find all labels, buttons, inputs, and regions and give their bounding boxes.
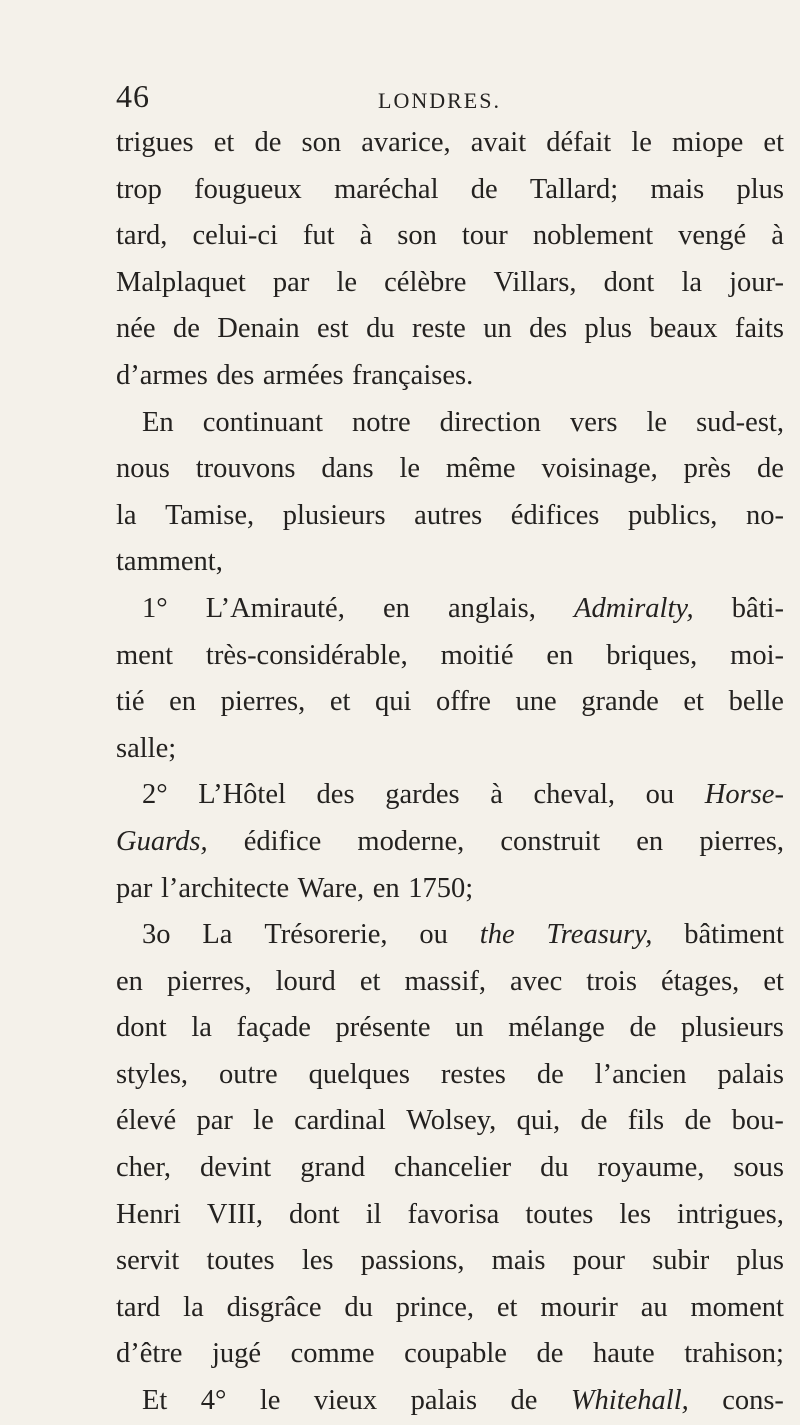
text-line: trigues et de son avarice, avait défait le miope et <box>116 127 784 158</box>
text-line: 3o La Trésorerie, ou the Treasury, bâtiment <box>142 919 784 951</box>
text-line: ment très-considérable, moitié en briques, moi- <box>116 639 784 671</box>
body-text <box>116 120 784 1425</box>
text-line: par l’architecte Ware, en 1750; <box>116 872 474 904</box>
text-line: En continuant notre direction vers le sud-est, <box>142 406 784 438</box>
running-head: LONDRES. <box>378 88 501 113</box>
text-line: Malplaquet par le célèbre Villars, dont la jour- <box>116 266 784 298</box>
text-line: cher, devint grand chancelier du royaume, sous <box>116 1152 784 1184</box>
text-line: styles, outre quelques restes de l’ancien palais <box>116 1058 784 1090</box>
text-line: 1° L’Amirauté, en anglais, Admiralty, bâti- <box>142 592 784 624</box>
text-line: nous trouvons dans le même voisinage, près de <box>116 453 784 485</box>
text-line: née de Denain est du reste un des plus beaux faits <box>116 313 784 345</box>
text-line: Henri VIII, dont il favorisa toutes les intrigues, <box>116 1198 784 1230</box>
text-line: élevé par le cardinal Wolsey, qui, de fils de bou- <box>116 1105 784 1137</box>
text-line: servit toutes les passions, mais pour subir plus <box>116 1245 784 1277</box>
text-line: tard, celui-ci fut à son tour noblement vengé à <box>116 220 784 252</box>
text-line: trop fougueux maréchal de Tallard; mais plus <box>116 173 784 205</box>
text-line: d’armes des armées françaises. <box>116 359 474 391</box>
page-number: 46 <box>116 78 150 114</box>
text-line: salle; <box>116 732 177 764</box>
text-line: tié en pierres, et qui offre une grande et belle <box>116 686 784 718</box>
text-line: dont la façade présente un mélange de plusieurs <box>116 1012 784 1044</box>
text-line: 2° L’Hôtel des gardes à cheval, ou Horse- <box>142 779 784 811</box>
text-line: la Tamise, plusieurs autres édifices publics, no- <box>116 499 784 531</box>
text-line: Et 4° le vieux palais de Whitehall, cons- <box>142 1385 784 1417</box>
page-header <box>0 78 800 122</box>
text-line: Guards, édifice moderne, construit en pierres, <box>116 825 784 857</box>
text-line: en pierres, lourd et massif, avec trois étages, et <box>116 965 784 997</box>
text-line: tard la disgrâce du prince, et mourir au moment <box>116 1291 784 1323</box>
text-line: d’être jugé comme coupable de haute trahison; <box>116 1338 784 1370</box>
text-line: tamment, <box>116 546 223 578</box>
